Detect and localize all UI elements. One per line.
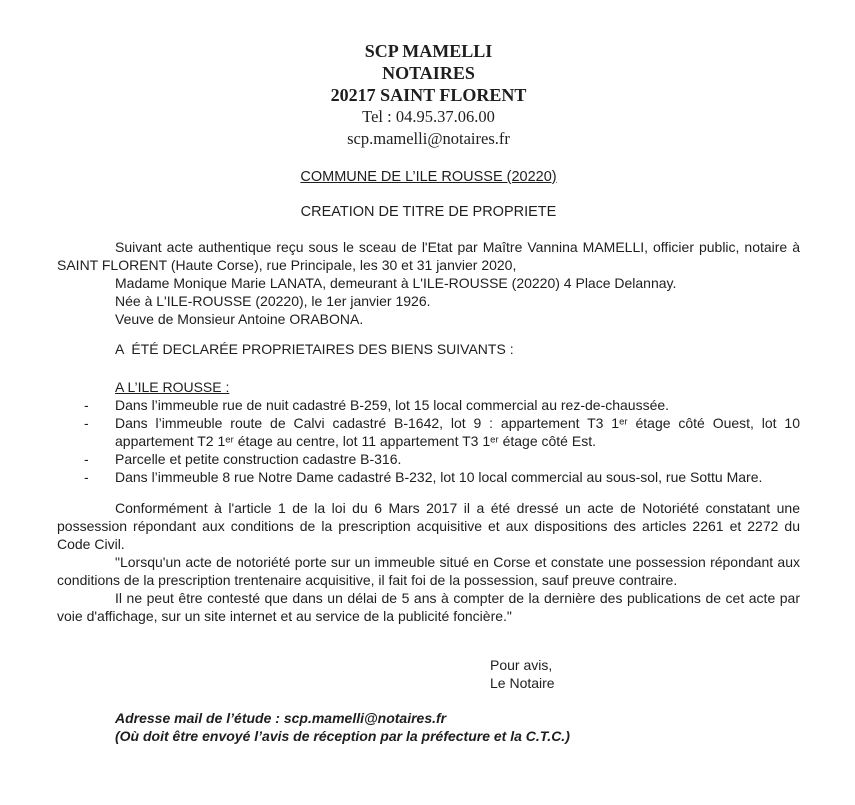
signature-block bbox=[490, 656, 800, 692]
legal-paragraph-delai: Il ne peut être contesté que dans un délai de 5 ans à compter de la dernière des publications de cet acte par voie d'affichage, sur un site internet et au service de la publicité foncière." bbox=[57, 590, 800, 624]
signature-pour-avis: Pour avis, bbox=[490, 657, 553, 673]
commune-title: COMMUNE DE L’ILE ROUSSE (20220) bbox=[300, 169, 557, 185]
list-dash: - bbox=[84, 415, 89, 431]
property-item-text: Dans l’immeuble route de Calvi cadastré B-1642, lot 9 : appartement T3 1ᵉʳ étage côté Ouest, lot 10 appartement T2 1ᵉʳ étage au centre, lot 11 appartement T3 1ᵉʳ étage côté Est. bbox=[115, 415, 800, 449]
party-line-veuve: Veuve de Monsieur Antoine ORABONA. bbox=[115, 311, 364, 327]
property-item bbox=[57, 468, 800, 486]
legal-paragraph-conformement: Conformément à l'article 1 de la loi du 6 Mars 2017 il a été dressé un acte de Notoriété constatant une possession répondant aux conditions de la prescription acquisitive et aux dispositions des articles 2261 et 2272 du Code Civil. bbox=[57, 500, 800, 552]
footer-note-line: (Où doit être envoyé l’avis de réception par la préfecture et la C.T.C.) bbox=[115, 728, 570, 744]
property-item bbox=[57, 396, 800, 414]
properties-section-heading: A L’ILE ROUSSE : bbox=[115, 379, 230, 395]
party-line-madame: Madame Monique Marie LANATA, demeurant à L'ILE-ROUSSE (20220) 4 Place Delannay. bbox=[115, 275, 677, 291]
letterhead-email: scp.mamelli@notaires.fr bbox=[347, 129, 510, 148]
property-item-text: Dans l’immeuble 8 rue Notre Dame cadastré B-232, lot 10 local commercial au sous-sol, rue Sottu Mare. bbox=[115, 469, 763, 485]
letterhead-phone: Tel : 04.95.37.06.00 bbox=[362, 107, 495, 126]
property-item-text: Parcelle et petite construction cadastre B-316. bbox=[115, 451, 402, 467]
signature-le-notaire: Le Notaire bbox=[490, 675, 555, 691]
footer-mail-line: Adresse mail de l’étude : scp.mamelli@notaires.fr bbox=[115, 710, 447, 726]
letterhead bbox=[57, 40, 800, 150]
letterhead-city: 20217 SAINT FLORENT bbox=[330, 85, 527, 105]
letterhead-profession: NOTAIRES bbox=[382, 63, 475, 83]
property-item bbox=[57, 414, 800, 450]
party-line-nee: Née à L'ILE-ROUSSE (20220), le 1er janvier 1926. bbox=[115, 293, 431, 309]
footer-block bbox=[57, 709, 800, 745]
list-dash: - bbox=[84, 397, 89, 413]
property-list bbox=[57, 396, 800, 486]
letterhead-name: SCP MAMELLI bbox=[364, 41, 493, 61]
property-item-text: Dans l’immeuble rue de nuit cadastré B-259, lot 15 local commercial au rez-de-chaussée. bbox=[115, 397, 670, 413]
legal-paragraph-lorsqu: "Lorsqu'un acte de notoriété porte sur un immeuble situé en Corse et constate une possession répondant aux conditions de la prescription trentenaire acquisitive, il fait foi de la possession, sauf preuve contraire. bbox=[57, 554, 800, 588]
intro-paragraph: Suivant acte authentique reçu sous le sceau de l'Etat par Maître Vannina MAMELLI, officier public, notaire à SAINT FLORENT (Haute Corse), rue Principale, les 30 et 31 janvier 2020, bbox=[57, 239, 800, 273]
subject-title: CREATION DE TITRE DE PROPRIETE bbox=[300, 204, 557, 220]
list-dash: - bbox=[84, 469, 89, 485]
property-item bbox=[57, 450, 800, 468]
list-dash: - bbox=[84, 451, 89, 467]
declaration-line: A ÉTÉ DECLARÉE PROPRIETAIRES DES BIENS SUIVANTS : bbox=[115, 341, 514, 357]
